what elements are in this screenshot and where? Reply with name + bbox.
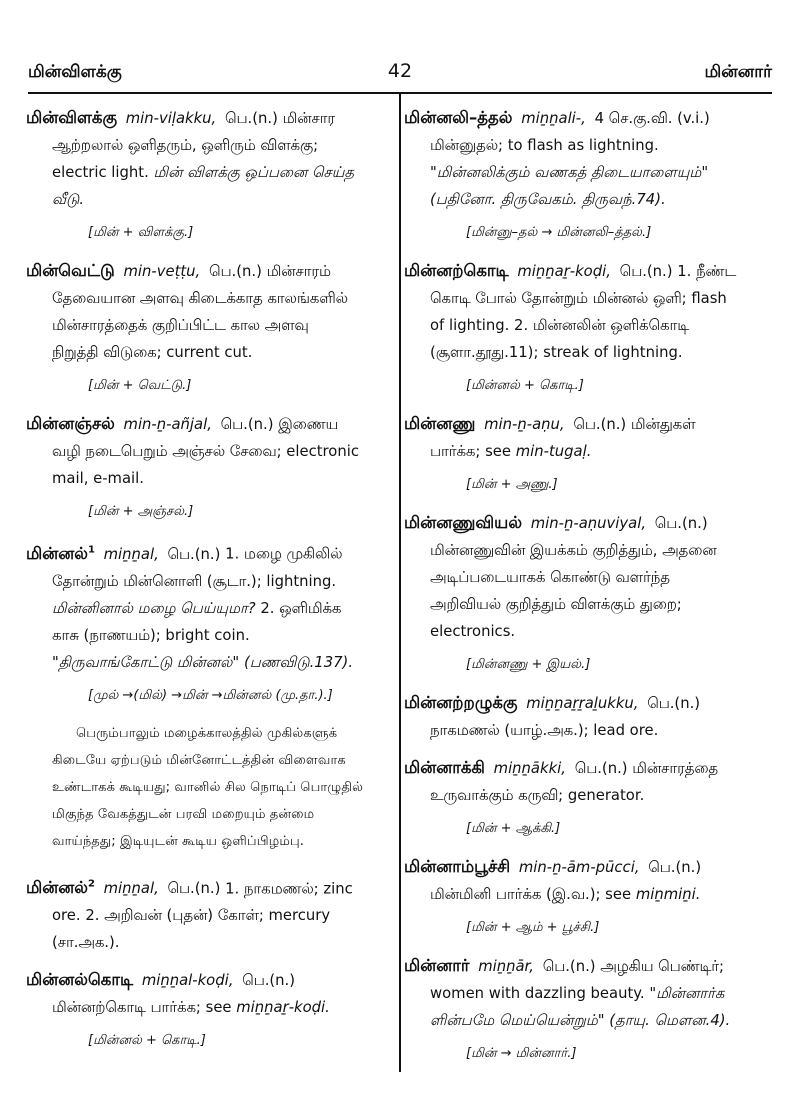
entry-part-of-speech: பெ.(n.) — [167, 880, 221, 897]
entry-definition: mail, e-mail. — [52, 470, 144, 487]
entry-definition: தேவையான அளவு கிடைக்காத காலங்களில் — [52, 290, 348, 307]
entry-definition: பார்க்க; see min-tugaḷ. — [430, 443, 592, 460]
entry-headword: மின்வெட்டு — [26, 261, 115, 280]
entry-transliteration: min-ṉ-aṇu, — [484, 416, 565, 433]
entry-headword: மின்னல்கொடி — [26, 970, 134, 989]
entry-example: (பதினோ. திருவேகம். திருவந்.74). — [430, 191, 666, 208]
entry-etymology: [மின் + ஆக்கி.] — [466, 821, 561, 836]
dictionary-entry — [26, 871, 386, 957]
entry-transliteration: min-veṭṭu, — [123, 263, 201, 280]
entry-definition: (சூளா.தூது.11); streak of lightning. — [430, 344, 683, 361]
entry-transliteration: miṉṉaṟ-koḍi, — [517, 263, 611, 280]
entry-part-of-speech: பெ.(n.) — [220, 416, 274, 433]
entry-headword: மின்னணு — [404, 414, 476, 433]
dictionary-entry — [404, 257, 776, 394]
entry-definition: அடிப்படையாகக் கொண்டு வளர்ந்த — [430, 569, 670, 586]
entry-definition: 1. நீண்ட — [677, 263, 737, 280]
entry-etymology: [மின்னல் + கொடி.] — [88, 1033, 206, 1048]
entry-definition: electronics. — [430, 623, 516, 640]
dictionary-entry — [404, 853, 776, 936]
entry-definition: ஆற்றலால் ஒளிதரும், ஒளிரும் விளக்கு; — [52, 137, 319, 154]
entry-note: பெரும்பாலும் மழைக்காலத்தில் முகில்களுக் கிடையே ஏற்படும் மின்னோட்டத்தின் விளைவாக உண்டாகக் கூடியது; வானில் சில நொடிப் பொழுதில் மிகுந்த வேகத்துடன் பரவி மறையும் தன்மை வாய்ந்தது; இடியுடன் கூடிய ஒளிப்பிழம்பு. — [52, 725, 364, 849]
entry-definition: நாகமணல் (யாழ்.அக.); lead ore. — [430, 722, 659, 739]
entry-headword: மின்னார் — [404, 956, 470, 975]
entry-transliteration: miṉṉaṟṟaḻukku, — [526, 695, 639, 712]
dictionary-entry — [404, 689, 776, 744]
entry-definition: of lighting. 2. மின்னலின் ஒளிக்கொடி — [430, 317, 689, 334]
entry-definition: மின்னணுவின் இயக்கம் குறித்தும், அதனை — [430, 542, 717, 559]
entry-definition: 1. நாகமணல்; zinc — [225, 880, 353, 897]
entry-transliteration: min-ṉ-ām-pūcci, — [518, 859, 640, 876]
entry-definition: women with dazzling beauty. "மின்னார்க — [430, 985, 725, 1002]
entry-definition: வழி நடைபெறும் அஞ்சல் சேவை; electronic — [52, 443, 359, 460]
homonym-number: 2 — [87, 878, 95, 890]
entry-headword: மின்னலி–த்தல் — [404, 108, 513, 127]
entry-etymology: [மின் + அஞ்சல்.] — [88, 504, 194, 519]
entry-transliteration: miṉṉār, — [478, 958, 534, 975]
entry-headword: மின்னற்றழுக்கு — [404, 693, 518, 712]
entry-etymology: [மின் → மின்னார்.] — [466, 1046, 577, 1061]
homonym-number: 1 — [87, 544, 95, 555]
entry-transliteration: miṉṉali-, — [521, 110, 586, 127]
entry-etymology: [மின் + வெட்டு.] — [88, 378, 192, 393]
entry-part-of-speech: பெ.(n.) — [242, 972, 296, 989]
entry-headword: மின்விளக்கு — [26, 108, 118, 127]
entry-definition: ore. 2. அறிவன் (புதன்) கோள்; mercury — [52, 907, 331, 924]
entry-definition: தோன்றும் மின்னொளி (சூடா.); lightning. — [52, 572, 337, 590]
entry-transliteration: min-ṉ-añjal, — [123, 416, 212, 433]
entry-definition: மின்சார — [282, 110, 336, 127]
entry-part-of-speech: பெ.(n.) — [654, 515, 708, 532]
entry-definition: 1. மழை முகிலில் — [225, 545, 343, 563]
entry-definition: மின்சாரம் — [266, 263, 331, 280]
entry-definition: மின்மினி பார்க்க (இ.வ.); see miṉmiṉi. — [430, 886, 701, 903]
entry-definition: காசு (நாணயம்); bright coin. — [52, 626, 250, 644]
entry-transliteration: miṉṉākki, — [493, 760, 566, 777]
column-divider — [399, 92, 401, 1072]
entry-definition: மின்னுதல்; to flash as lightning. — [430, 137, 659, 154]
entry-example: "திருவாங்கோட்டு மின்னல்" (பணவிடு.137). — [52, 653, 354, 671]
left-column — [26, 104, 386, 1065]
entry-etymology: [முல் →(மில்) →மின் →மின்னல் (மு.தா.).] — [88, 687, 333, 703]
dictionary-entry — [26, 536, 386, 855]
dictionary-entry — [404, 509, 776, 673]
entry-definition: கொடி போல் தோன்றும் மின்னல் ஒளி; flash — [430, 290, 727, 307]
entry-etymology: [மின் + ஆம் + பூச்சி.] — [466, 920, 600, 935]
entry-example: மின்னினால் மழை பெய்யுமா? — [52, 599, 256, 617]
entry-definition: (சா.அக.). — [52, 934, 120, 951]
page-number: 42 — [387, 60, 413, 82]
entry-headword: மின்னணுவியல் — [404, 513, 523, 532]
dictionary-entry — [404, 410, 776, 493]
entry-headword: மின்னாம்பூச்சி — [404, 857, 511, 876]
entry-etymology: [மின்னல் + கொடி.] — [466, 378, 584, 393]
entry-example: miṉṉaṟ-koḍi. — [236, 999, 330, 1016]
dictionary-entry — [404, 952, 776, 1062]
entry-transliteration: miṉṉal-koḍi, — [141, 972, 234, 989]
entry-etymology: [மின் + விளக்கு.] — [88, 225, 194, 240]
entry-definition: இணைய — [278, 416, 339, 433]
entry-part-of-speech: பெ.(n.) — [648, 859, 702, 876]
entry-part-of-speech: பெ.(n.) — [224, 110, 278, 127]
entry-etymology: [மின் + அணு.] — [466, 477, 558, 492]
right-column — [404, 104, 776, 1078]
entry-definition: மின்னினால் மழை பெய்யுமா? 2. ஒளிமிக்க — [52, 599, 342, 617]
entry-transliteration: min-ṉ-aṇuviyal, — [530, 515, 647, 532]
dictionary-entry — [26, 966, 386, 1049]
entry-example: வீடு. — [52, 191, 85, 208]
entry-definition: உருவாக்கும் கருவி; generator. — [430, 787, 645, 804]
entry-part-of-speech: பெ.(n.) — [574, 760, 628, 777]
entry-definition: மின்துகள் — [630, 416, 696, 433]
dictionary-entry — [404, 104, 776, 241]
entry-headword: மின்னல்$^2$ — [26, 878, 95, 897]
entry-example: miṉmiṉi. — [635, 886, 701, 903]
entry-definition: electric light. மின் விளக்கு ஒப்பனை செய்த — [52, 164, 355, 181]
entry-part-of-speech: 4 செ.கு.வி. (v.i.) — [594, 110, 710, 127]
entry-definition: நிறுத்தி விடுகை; current cut. — [52, 344, 253, 361]
entry-etymology: [மின்னணு + இயல்.] — [466, 657, 591, 672]
entry-example: "மின்னார்க — [649, 985, 725, 1002]
header-left-guide-word: மின்விளக்கு — [28, 62, 122, 82]
entry-definition: மின்சாரத்தைக் குறிப்பிட்ட கால அளவு — [52, 317, 309, 334]
entry-etymology: [மின்னு–தல் → மின்னலி–த்தல்.] — [466, 225, 652, 240]
entry-transliteration: miṉṉal, — [103, 545, 159, 563]
page-header — [28, 56, 772, 94]
entry-part-of-speech: பெ.(n.) — [208, 263, 262, 280]
entry-headword: மின்னற்கொடி — [404, 261, 509, 280]
entry-headword: மின்னாக்கி — [404, 758, 485, 777]
entry-example: "மின்னலிக்கும் வணகத் திடையாளையும்" — [430, 164, 709, 181]
entry-definition: அழகிய பெண்டிர்; — [600, 958, 724, 975]
dictionary-entry — [26, 257, 386, 394]
entry-definition: மின்சாரத்தை — [632, 760, 719, 777]
entry-example: min-tugaḷ. — [515, 443, 592, 460]
entry-headword: மின்னல்$^1$ — [26, 543, 95, 563]
entry-transliteration: miṉṉal, — [103, 880, 159, 897]
entry-part-of-speech: பெ.(n.) — [542, 958, 596, 975]
entry-part-of-speech: பெ.(n.) — [619, 263, 673, 280]
entry-definition: மின்னற்கொடி பார்க்க; see miṉṉaṟ-koḍi. — [52, 999, 330, 1016]
dictionary-entry — [26, 104, 386, 241]
entry-part-of-speech: பெ.(n.) — [647, 695, 701, 712]
entry-transliteration: min-viḷakku, — [125, 110, 217, 127]
entry-definition: அறிவியல் குறித்தும் விளக்கும் துறை; — [430, 596, 682, 613]
entry-example: மின் விளக்கு ஒப்பனை செய்த — [153, 164, 355, 181]
entry-example: ளின்பமே மெய்யென்றும்" (தாயு. மௌன.4). — [430, 1012, 731, 1029]
header-right-guide-word: மின்னார் — [704, 62, 772, 82]
entry-part-of-speech: பெ.(n.) — [573, 416, 627, 433]
entry-part-of-speech: பெ.(n.) — [167, 545, 221, 563]
entry-headword: மின்னஞ்சல் — [26, 414, 115, 433]
dictionary-entry — [404, 754, 776, 837]
dictionary-entry — [26, 410, 386, 520]
